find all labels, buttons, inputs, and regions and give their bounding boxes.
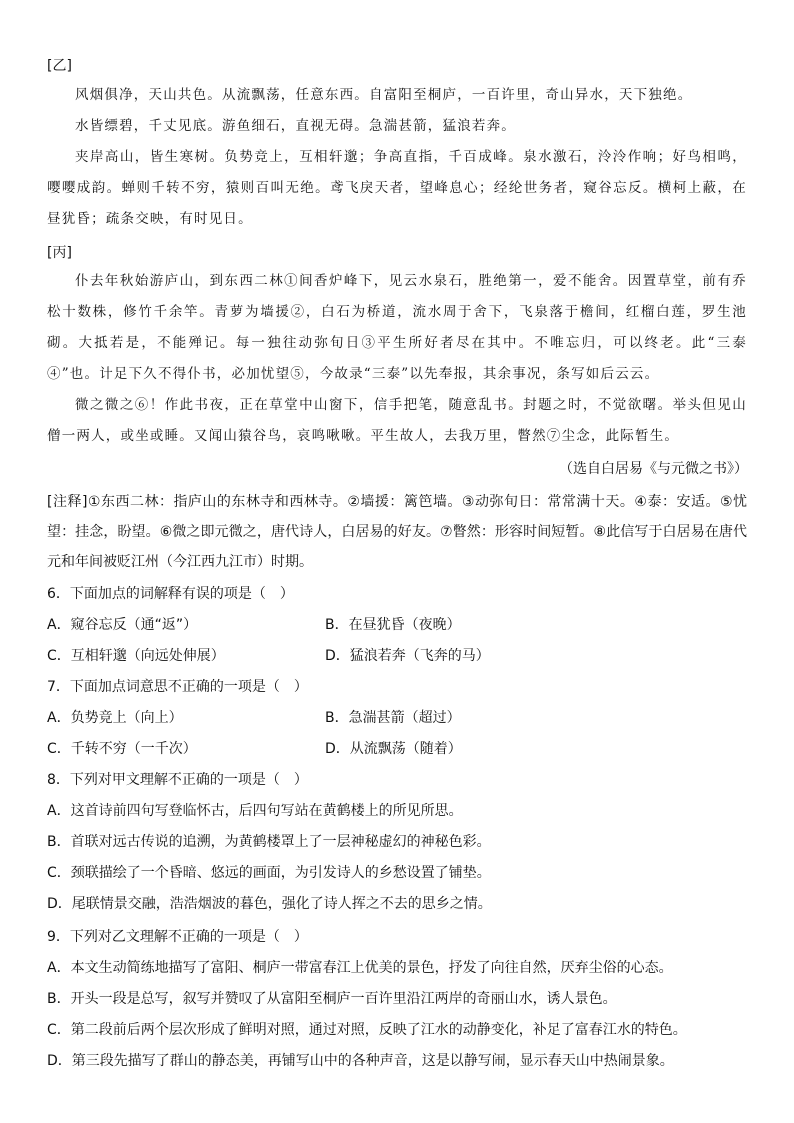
section-bing-label: [丙]: [47, 245, 72, 261]
passage-yi-paragraph-1: 风烟俱净，天山共色。从流飘荡，任意东西。自富阳至桐庐，一百许里，奇山异水，天下独绝。: [75, 87, 693, 103]
passage-yi-paragraph-2: 水皆缥碧，千丈见底。游鱼细石，直视无碍。急湍甚箭，猛浪若奔。: [75, 118, 516, 134]
question-7-stem: 7．下面加点词意思不正确的一项是（ ）: [47, 679, 308, 695]
question-8-option-d: D．尾联情景交融，浩浩烟波的暮色，强化了诗人挥之不去的思乡之情。: [47, 896, 492, 912]
question-7-option-a: A．负势竞上（向上）: [47, 710, 183, 726]
passage-bing-paragraph-1: 仆去年秋始游庐山，到东西二林①间香炉峰下，见云水泉石，胜绝第一，爱不能舍。因置草堂，前有乔松十数株，修竹千余竿。青萝为墙援②，白石为桥道，流水周于舍下，飞泉落于檐间，红榴白莲，罗生池砌。大抵若是，不能殚记。每一独往动弥旬日③平生所好者尽在其中。不唯忘归，可以终老。此“三泰④”也。计足下久不得仆书，必加忧望⑤，今故录“三泰”以先奉报，其余事况，条写如后云云。: [47, 273, 747, 382]
annotation-notes: [注释]①东西二林：指庐山的东林寺和西林寺。②墙援：篱笆墙。③动弥旬日：常常满十天。④泰：安适。⑤忧望：挂念，盼望。⑥微之即元微之，唐代诗人，白居易的好友。⑦瞥然：形容时间短暂。⑧此信写于白居易在唐代元和年间被贬江州（今江西九江市）时期。: [47, 494, 747, 570]
section-yi-label: [乙]: [47, 58, 72, 74]
question-8-option-b: B．首联对远古传说的追溯，为黄鹤楼罩上了一层神秘虚幻的神秘色彩。: [47, 834, 491, 850]
question-8-option-a: A．这首诗前四句写登临怀古，后四句写站在黄鹤楼上的所见所思。: [47, 803, 463, 819]
question-6-option-c: C．互相轩邈（向远处伸展）: [47, 648, 225, 664]
question-9-option-a: A．本文生动简练地描写了富阳、桐庐一带富春江上优美的景色，抒发了向往自然，厌弃尘俗的心态。: [47, 960, 673, 976]
source-citation: （选自白居易《与元微之书》）: [559, 461, 748, 477]
question-6-option-d: D．猛浪若奔（飞奔的马）: [325, 648, 490, 664]
passage-yi-paragraph-3: 夹岸高山，皆生寒树。负势竞上，互相轩邈；争高直指，千百成峰。泉水激石，泠泠作响；好鸟相鸣，嘤嘤成韵。蝉则千转不穷，猿则百叫无绝。鸢飞戾天者，望峰息心；经纶世务者，窥谷忘反。横柯上蔽，在昼犹昏；疏条交映，有时见日。: [47, 149, 747, 227]
question-6-option-b: B．在昼犹昏（夜晚）: [325, 617, 461, 633]
question-8-option-c: C．颈联描绘了一个昏暗、悠远的画面，为引发诗人的乡愁设置了铺垫。: [47, 865, 491, 881]
question-9-option-c: C．第二段前后两个层次形成了鲜明对照，通过对照，反映了江水的动静变化，补足了富春江水的特色。: [47, 1022, 687, 1038]
question-9-option-d: D．第三段先描写了群山的静态美，再铺写山中的各种声音，这是以静写闹，显示春天山中热闹景象。: [47, 1053, 674, 1069]
question-9-stem: 9．下列对乙文理解不正确的一项是（ ）: [47, 929, 308, 945]
question-9-option-b: B．开头一段是总写，叙写并赞叹了从富阳至桐庐一百许里沿江两岸的奇丽山水，诱人景色。: [47, 991, 617, 1007]
question-6-option-a: A．窥谷忘反（通“返”）: [47, 617, 198, 633]
question-7-option-b: B．急湍甚箭（超过）: [325, 710, 461, 726]
question-7-option-d: D．从流飘荡（随着）: [325, 741, 462, 757]
passage-bing-paragraph-2: 微之微之⑥！作此书夜，正在草堂中山窗下，信手把笔，随意乱书。封题之时，不觉欲曙。举头但见山僧一两人，或坐或睡。又闻山猿谷鸟，哀鸣啾啾。平生故人，去我万里，瞥然⑦尘念，此际暂生。: [47, 397, 747, 444]
question-8-stem: 8．下列对甲文理解不正确的一项是（ ）: [47, 772, 308, 788]
question-7-option-c: C．千转不穷（一千次）: [47, 741, 197, 757]
question-6-stem: 6．下面加点的词解释有误的项是（ ）: [47, 586, 294, 602]
